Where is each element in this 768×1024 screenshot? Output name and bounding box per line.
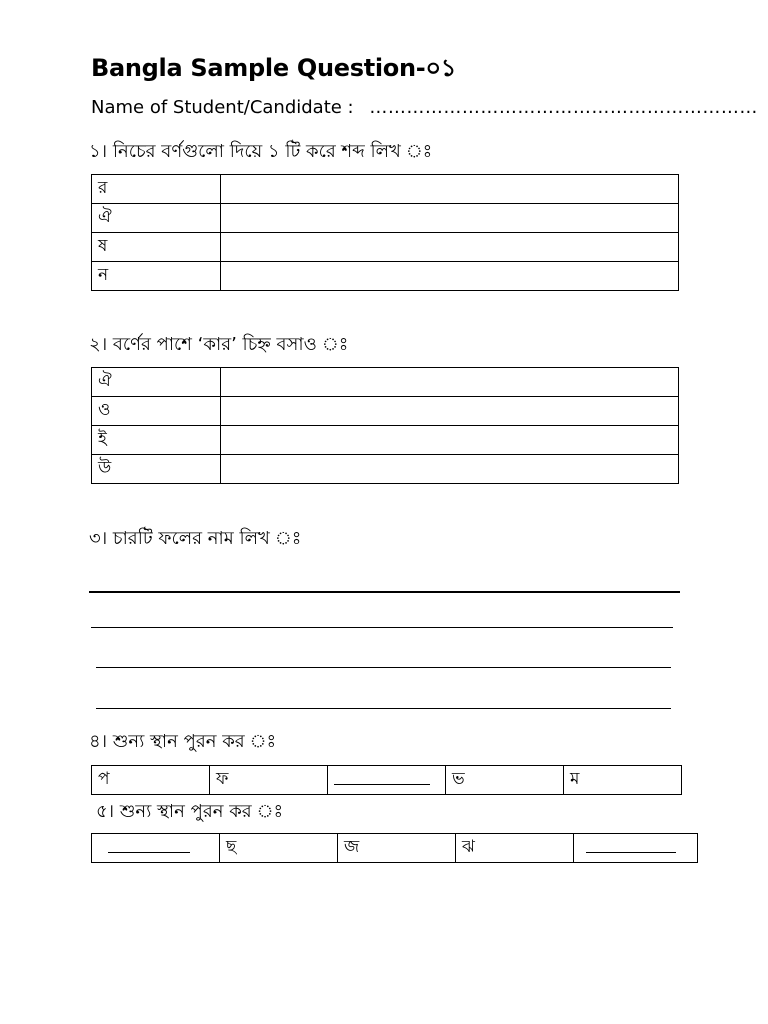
answer-line[interactable] xyxy=(91,627,673,628)
student-name-row xyxy=(91,97,758,118)
question-2-heading: ২। বর্ণের পাশে ‘কার’ চিহ্ন বসাও ঃ xyxy=(89,334,349,355)
fill-blank[interactable] xyxy=(334,770,430,785)
letter-cell: ম xyxy=(564,766,682,795)
letter-cell: জ xyxy=(338,834,456,863)
answer-cell[interactable] xyxy=(221,455,679,484)
letter-cell: র xyxy=(92,175,221,204)
blank-cell[interactable] xyxy=(574,834,698,863)
letter-cell: প xyxy=(92,766,210,795)
blank-cell[interactable] xyxy=(328,766,446,795)
answer-line[interactable] xyxy=(96,667,671,668)
table-row xyxy=(92,262,679,291)
answer-line[interactable] xyxy=(96,708,671,709)
answer-cell[interactable] xyxy=(221,233,679,262)
table-row xyxy=(92,368,679,397)
blank-cell[interactable] xyxy=(92,834,220,863)
table-row xyxy=(92,397,679,426)
letter-cell: ই xyxy=(92,426,221,455)
table-row xyxy=(92,426,679,455)
letter-cell: উ xyxy=(92,455,221,484)
question-2-table xyxy=(91,367,679,484)
letter-cell: ষ xyxy=(92,233,221,262)
letter-cell: ন xyxy=(92,262,221,291)
question-5-heading: ৫। শুন্য স্থান পুরন কর ঃ xyxy=(96,801,284,822)
question-1-heading: ১। নিচের বর্ণগুলো দিয়ে ১ টি করে শব্দ লিখ ঃ xyxy=(89,141,433,162)
answer-line[interactable] xyxy=(89,591,680,593)
student-name-blank[interactable]: ……………………………………………………… xyxy=(369,97,758,118)
letter-cell: ভ xyxy=(446,766,564,795)
question-1-table xyxy=(91,174,679,291)
table-row xyxy=(92,204,679,233)
fill-blank[interactable] xyxy=(108,838,190,853)
table-row xyxy=(92,233,679,262)
letter-cell: ফ xyxy=(210,766,328,795)
letter-cell: ছ xyxy=(220,834,338,863)
page-title: Bangla Sample Question-০১ xyxy=(91,54,457,82)
answer-cell[interactable] xyxy=(221,397,679,426)
letter-cell: ঐ xyxy=(92,368,221,397)
question-4-table xyxy=(91,765,682,795)
answer-cell[interactable] xyxy=(221,262,679,291)
table-row xyxy=(92,766,682,795)
table-row xyxy=(92,834,698,863)
question-3-heading: ৩। চারটি ফলের নাম লিখ ঃ xyxy=(89,528,302,549)
letter-cell: ঐ xyxy=(92,204,221,233)
fill-blank[interactable] xyxy=(586,838,676,853)
letter-cell: ও xyxy=(92,397,221,426)
answer-cell[interactable] xyxy=(221,175,679,204)
table-row xyxy=(92,175,679,204)
answer-cell[interactable] xyxy=(221,204,679,233)
student-name-label: Name of Student/Candidate : xyxy=(91,97,354,118)
question-5-table xyxy=(91,833,698,863)
answer-cell[interactable] xyxy=(221,368,679,397)
letter-cell: ঝ xyxy=(456,834,574,863)
question-4-heading: ৪। শুন্য স্থান পুরন কর ঃ xyxy=(89,731,277,752)
table-row xyxy=(92,455,679,484)
answer-cell[interactable] xyxy=(221,426,679,455)
